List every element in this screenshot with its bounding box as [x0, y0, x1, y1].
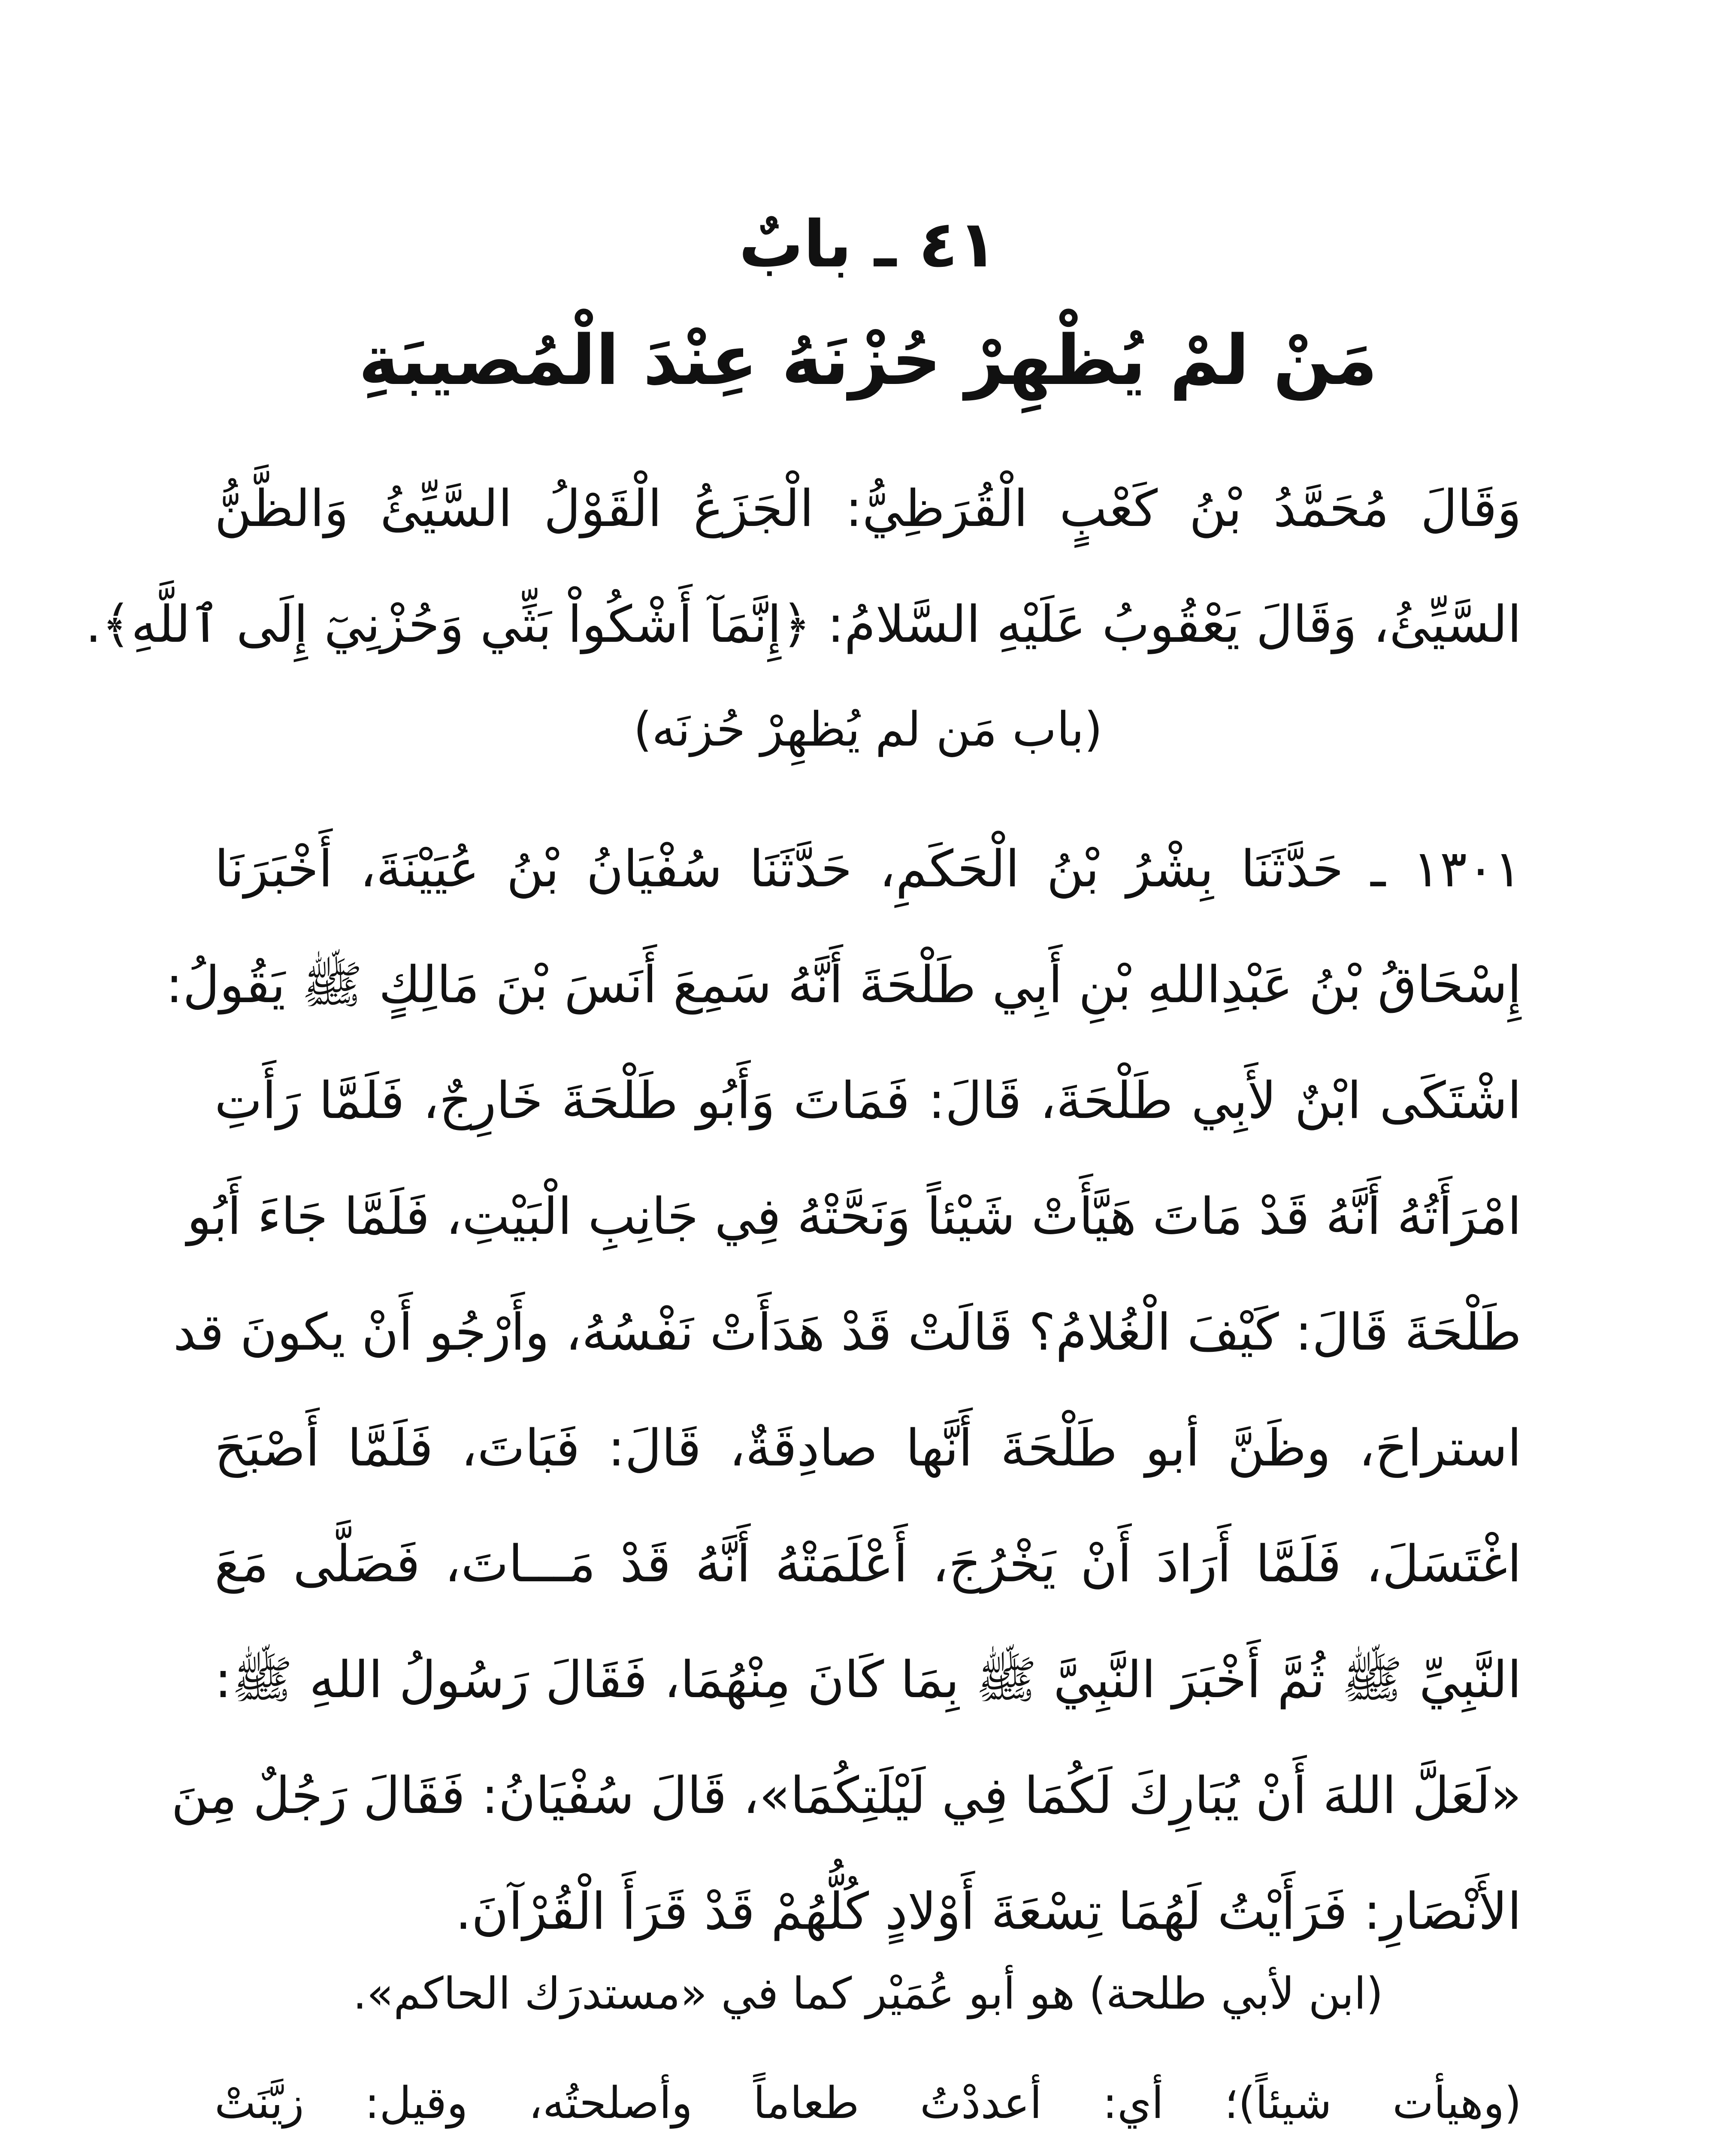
hadith-line: اغْتَسَلَ، فَلَمَّا أَرَادَ أَنْ يَخْرُجَ، أَعْلَمَتْهُ أَنَّهُ قَدْ مَـــاتَ، فَصَلَّى مَعَ	[215, 1534, 1521, 1593]
hadith-line: طَلْحَةَ قَالَ: كَيْفَ الْغُلامُ؟ قَالَتْ قَدْ هَدَأَتْ نَفْسُهُ، وأَرْجُو أَنْ يكونَ قد	[173, 1302, 1521, 1362]
hadith-line: «لَعَلَّ اللهَ أَنْ يُبَارِكَ لَكُمَا فِي لَيْلَتِكُمَا»، قَالَ سُفْيَانُ: فَقَالَ رَجُلٌ مِنَ	[171, 1766, 1521, 1825]
chapter-title: مَنْ لمْ يُظْهِرْ حُزْنَهُ عِنْدَ الْمُصيبَةِ	[358, 320, 1378, 400]
hadith-line: استراحَ، وظَنَّ أبو طَلْحَةَ أَنَّها صادِقَةٌ، قَالَ: فَبَاتَ، فَلَمَّا أَصْبَحَ	[215, 1418, 1521, 1477]
hadith-line: امْرَأَتُهُ أَنَّهُ قَدْ مَاتَ هَيَّأَتْ شَيْئاً وَنَحَّتْهُ فِي جَانِبِ الْبَيْتِ، فَلَمَّا جَاءَ أَبُو	[187, 1187, 1521, 1246]
hadith-line: الأَنْصَارِ: فَرَأَيْتُ لَهُمَا تِسْعَةَ أَوْلادٍ كُلُّهُمْ قَدْ قَرَأَ الْقُرْآنَ.	[455, 1882, 1521, 1941]
hadith-line: إِسْحَاقُ بْنُ عَبْدِاللهِ بْنِ أَبِي طَلْحَةَ أَنَّهُ سَمِعَ أَنَسَ بْنَ مَالِكٍ ﷺ يَقُولُ:	[166, 955, 1521, 1014]
sub-heading: (باب مَن لم يُظهِرْ حُزنَه)	[633, 702, 1103, 757]
hadith-line: النَّبِيِّ ﷺ ثُمَّ أَخْبَرَ النَّبِيَّ ﷺ بِمَا كَانَ مِنْهُمَا، فَقَالَ رَسُولُ اللهِ ﷺ:	[215, 1650, 1521, 1709]
hadith-line: اشْتَكَى ابْنٌ لأَبِي طَلْحَةَ، قَالَ: فَمَاتَ وَأَبُو طَلْحَةَ خَارِجٌ، فَلَمَّا رَأَتِ	[215, 1071, 1521, 1130]
footnote-line: (ابن لأبي طلحة) هو أبو عُمَيْر كما في «مستدرَك الحاكم».	[353, 1968, 1383, 2019]
hadith-line: ١٣٠١ ـ حَدَّثَنَا بِشْرُ بْنُ الْحَكَمِ، حَدَّثَنَا سُفْيَانُ بْنُ عُيَيْنَةَ، أَخْبَرَنَا	[215, 839, 1521, 898]
hadith-paragraph	[166, 811, 1521, 1969]
footnote-line: (وهيأت شيئاً)؛ أي: أعددْتُ طعاماً وأصلحتُه، وقيل: زيَّنَتْ	[215, 2078, 1521, 2129]
footnotes	[215, 1939, 1521, 2145]
chapter-number: ٤١ ـ بابٌ	[738, 207, 998, 282]
intro-line: وَقَالَ مُحَمَّدُ بْنُ كَعْبٍ الْقُرَظِيُّ: الْجَزَعُ الْقَوْلُ السَّيِّئُ وَالظَّنُّ	[215, 479, 1521, 538]
intro-line: السَّيِّئُ، وَقَالَ يَعْقُوبُ عَلَيْهِ السَّلامُ: ﴿إِنَّمَآ أَشْكُواْ بَثِّي وَحُزْنِيٓ إِلَى ٱللَّهِ﴾.	[85, 595, 1521, 654]
intro-paragraph	[85, 450, 1521, 682]
